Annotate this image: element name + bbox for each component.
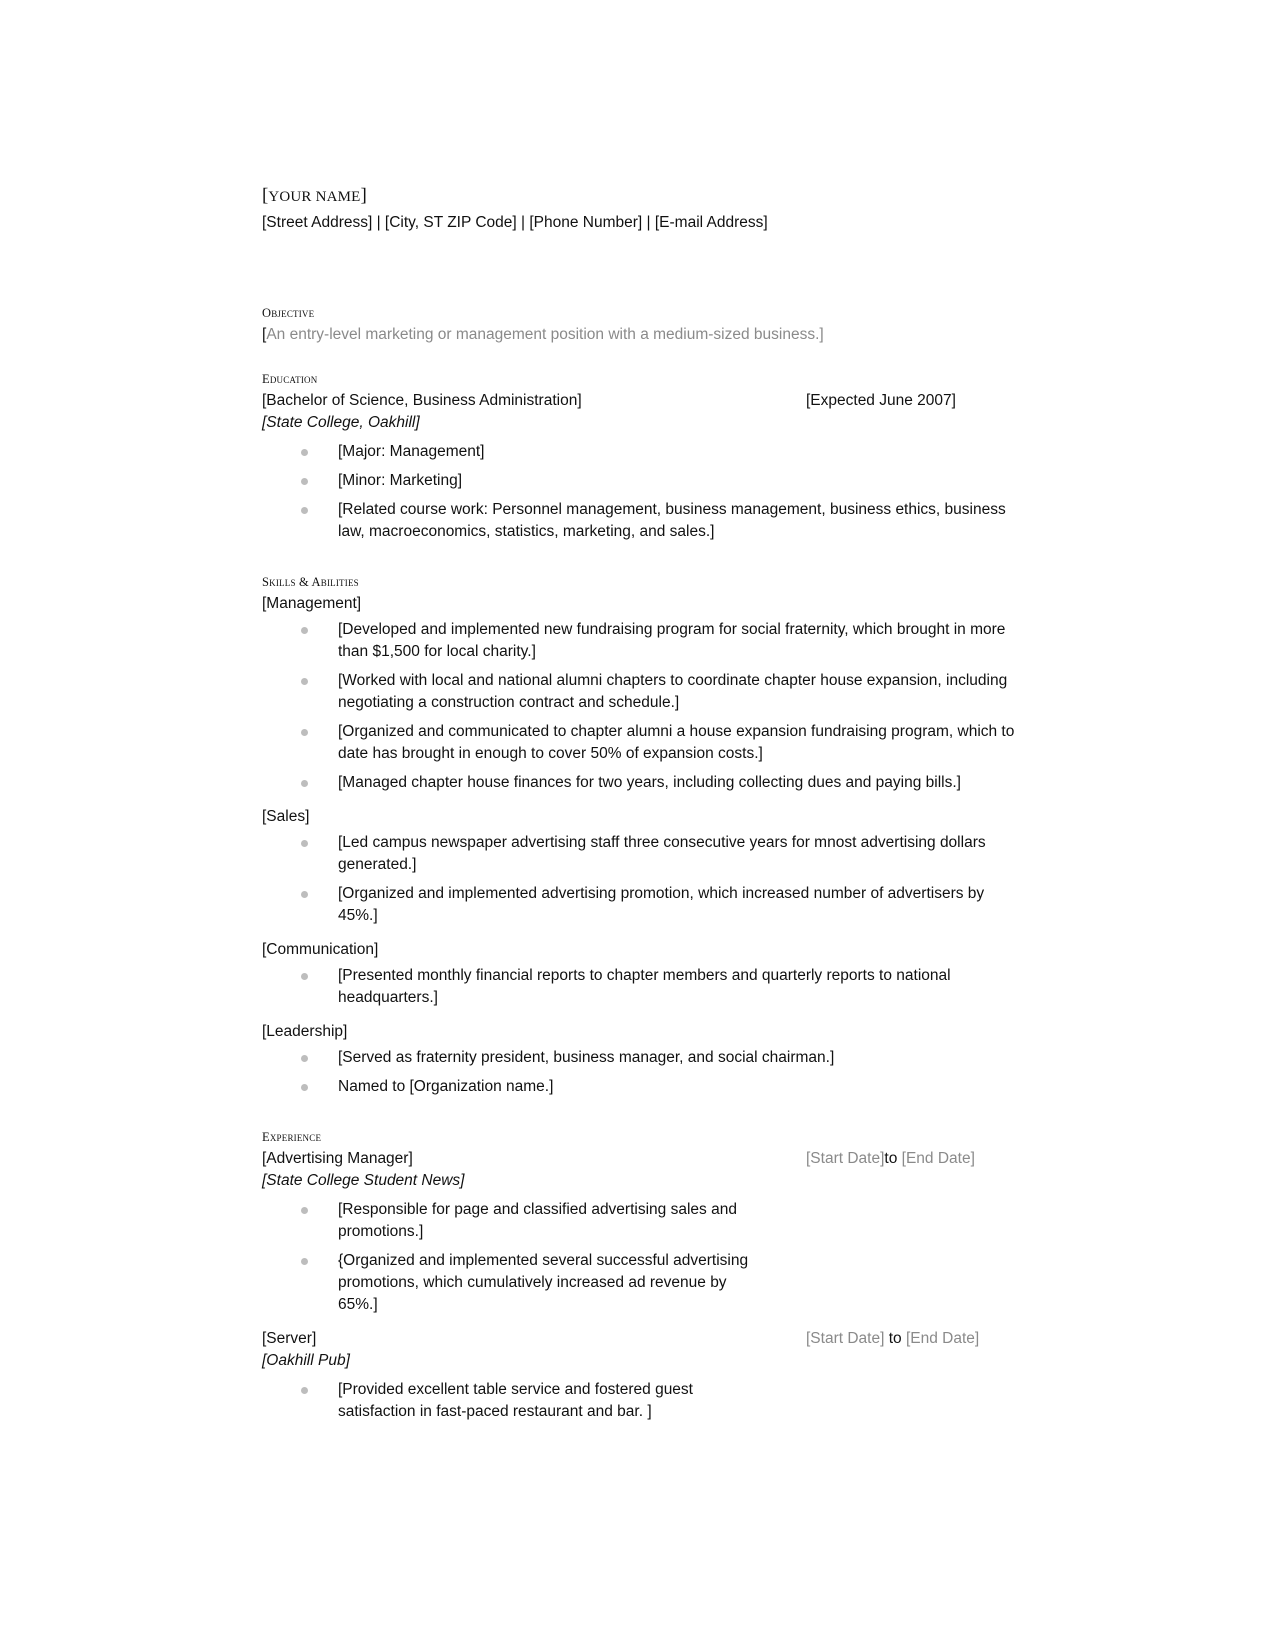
job-bullets (262, 1379, 1022, 1423)
bullet-icon (301, 1207, 308, 1214)
list-item: [Organized and communicated to chapter alumni a house expansion fundraising program, which to date has brought in enough to cover 50% of expansion costs.] (262, 721, 1022, 765)
objective-heading: Objective (262, 306, 315, 320)
skill-group-label: [Sales] (262, 808, 310, 825)
job-title-row (262, 1328, 1022, 1350)
bullet-icon (301, 478, 308, 485)
education-heading: Education (262, 372, 318, 386)
list-item: {Organized and implemented several successful advertising promotions, which cumulatively increased ad revenue by 65%.] (262, 1250, 1022, 1316)
list-item: [Served as fraternity president, business manager, and social chairman.] (262, 1047, 1022, 1069)
education-degree-row (262, 390, 1022, 412)
job-dates: [Start Date]to [End Date] (806, 1150, 975, 1167)
resume-page (262, 184, 1022, 1423)
bullet-icon (301, 1258, 308, 1265)
bullet-icon (301, 678, 308, 685)
bullet-icon (301, 780, 308, 787)
list-item: [Presented monthly financial reports to chapter members and quarterly reports to national headquarters.] (262, 965, 1022, 1009)
bullet-icon (301, 507, 308, 514)
education-school: [State College, Oakhill] (262, 414, 420, 431)
name-close-bracket: ] (360, 185, 367, 206)
objective-text (262, 324, 1022, 346)
name-text: YOUR NAME (268, 189, 361, 205)
bullet-icon (301, 729, 308, 736)
job-bullets (262, 1199, 1022, 1316)
list-item: [Developed and implemented new fundraising program for social fraternity, which brought in more than $1,500 for local charity.] (262, 619, 1022, 663)
skills-heading: Skills & Abilities (262, 575, 359, 589)
communication-bullets (262, 965, 1022, 1009)
contact-line: [Street Address] | [City, ST ZIP Code] | [Phone Number] | [E-mail Address] (262, 214, 768, 231)
bullet-icon (301, 1084, 308, 1091)
name-open-bracket: [ (262, 185, 269, 206)
experience-heading: Experience (262, 1130, 322, 1144)
skill-group-label: [Communication] (262, 941, 379, 958)
job-title-row (262, 1148, 1022, 1170)
job-title: [Server] (262, 1330, 317, 1347)
list-item: [Managed chapter house finances for two years, including collecting dues and paying bills.] (262, 772, 1022, 794)
bullet-icon (301, 891, 308, 898)
bullet-icon (301, 840, 308, 847)
bullet-icon (301, 1387, 308, 1394)
bullet-icon (301, 973, 308, 980)
skill-group-label: [Management] (262, 595, 362, 612)
job-employer: [State College Student News] (262, 1172, 465, 1189)
skill-group-label: [Leadership] (262, 1023, 348, 1040)
list-item: [Minor: Marketing] (262, 470, 1022, 492)
list-item: [Organized and implemented advertising promotion, which increased number of advertisers by 45%.] (262, 883, 1022, 927)
bullet-icon (301, 1055, 308, 1062)
bullet-icon (301, 449, 308, 456)
education-date: [Expected June 2007] (806, 392, 956, 409)
list-item: [Provided excellent table service and fostered guest satisfaction in fast-paced restaurant and bar. ] (262, 1379, 1022, 1423)
resume-name (262, 184, 1022, 209)
list-item: [Led campus newspaper advertising staff three consecutive years for mnost advertising dollars generated.] (262, 832, 1022, 876)
education-degree: [Bachelor of Science, Business Administration] (262, 392, 582, 409)
list-item: [Worked with local and national alumni chapters to coordinate chapter house expansion, including negotiating a construction contract and schedule.] (262, 670, 1022, 714)
list-item: Named to [Organization name.] (262, 1076, 1022, 1098)
list-item: [Major: Management] (262, 441, 1022, 463)
job-employer: [Oakhill Pub] (262, 1352, 350, 1369)
leadership-bullets (262, 1047, 1022, 1098)
education-bullets (262, 441, 1022, 543)
sales-bullets (262, 832, 1022, 927)
bullet-icon (301, 627, 308, 634)
job-dates: [Start Date] to [End Date] (806, 1330, 980, 1347)
list-item: [Responsible for page and classified advertising sales and promotions.] (262, 1199, 1022, 1243)
objective-open-bracket: [ (262, 326, 267, 343)
list-item: [Related course work: Personnel management, business management, business ethics, business law, macroeconomics, statistics, marketing, and sales.] (262, 499, 1022, 543)
objective-body: An entry-level marketing or management position with a medium-sized business.] (266, 326, 824, 343)
job-title: [Advertising Manager] (262, 1150, 413, 1167)
management-bullets (262, 619, 1022, 794)
